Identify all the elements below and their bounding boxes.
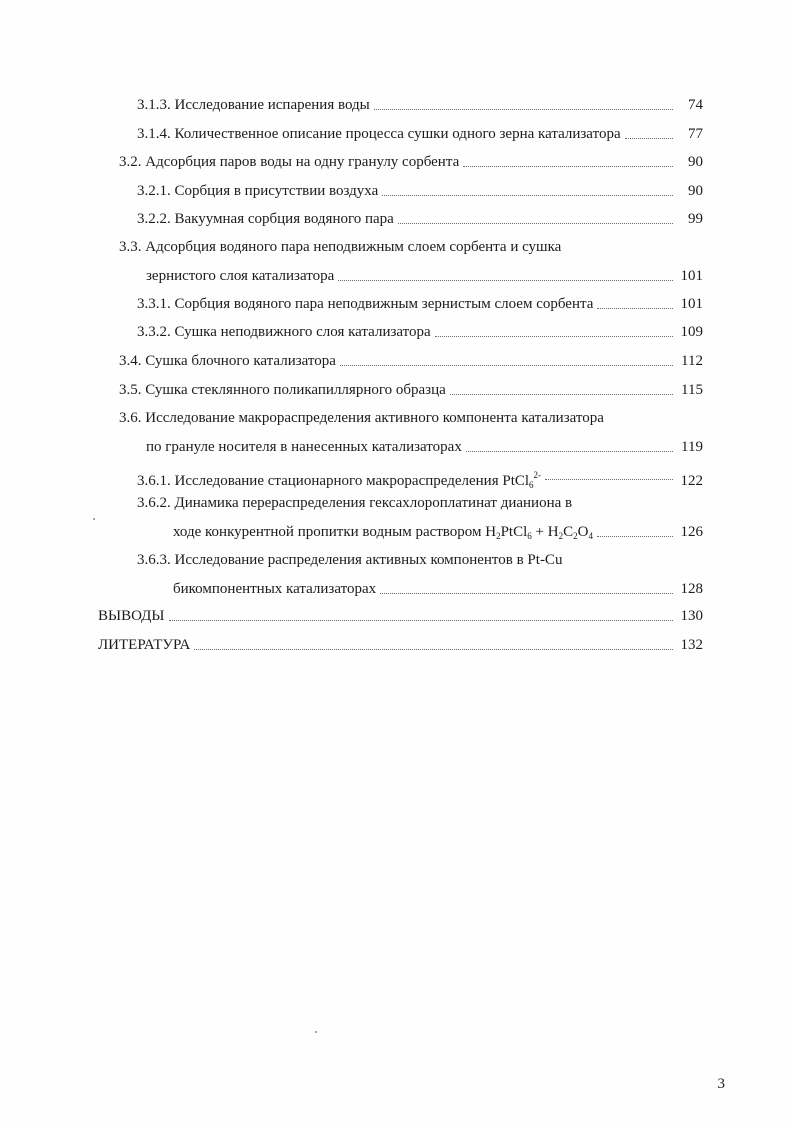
toc-entry [98,606,703,626]
toc-number: 3.3.2. [137,324,171,340]
toc-entry [98,635,703,655]
toc-number: 3.3.1. [137,296,171,312]
leader-dots [380,592,673,594]
scan-speck [93,518,95,520]
leader-dots [545,478,673,480]
toc-title: Сорбция водяного пара неподвижным зернистым слоем сорбента [174,296,594,312]
toc-title-continued: ходе конкурентной пропитки водным раствором [173,524,486,540]
toc-entry-first-line [119,237,703,257]
leader-dots [338,279,673,281]
toc-entry-first-line [119,408,703,428]
leader-dots [169,619,674,621]
toc-number: 3.6.1. [137,473,171,489]
toc-entry [137,209,703,229]
toc-title: Исследование распределения активных компонентов в Pt-Cu [174,552,563,568]
toc-title: Вакуумная сорбция водяного пара [174,211,394,227]
toc-page: 122 [680,473,703,489]
leader-dots [382,194,673,196]
toc-number: 3.6. [119,410,142,426]
toc-page: 101 [680,268,703,284]
toc-title: ВЫВОДЫ [98,608,165,624]
toc-page: 101 [680,296,703,312]
toc-number: 3.2.1. [137,183,171,199]
toc-entry [119,351,703,371]
toc-page: 99 [688,211,703,227]
toc-title: ЛИТЕРАТУРА [98,637,191,653]
toc-page: 74 [688,97,703,113]
leader-dots [374,108,673,110]
toc-title: Адсорбция водяного пара неподвижным слоем сорбента и сушка [145,239,562,255]
toc-entry [173,579,703,599]
toc-title-continued: зернистого слоя катализатора [146,268,335,284]
leader-dots [625,137,673,139]
toc-title: Динамика перераспределения гексахлороплатинат дианиона в [174,495,573,511]
toc-entry [137,95,703,115]
toc-title: Исследование макрораспределения активного компонента катализатора [145,410,604,426]
toc-entry [119,152,703,172]
toc-title-continued: бикомпонентных катализаторах [173,581,377,597]
toc-number: 3.1.3. [137,97,171,113]
toc-title: Сорбция в присутствии воздуха [174,183,379,199]
page-number: 3 [717,1076,725,1092]
toc-title: Исследование испарения воды [174,97,370,113]
toc-entry [119,380,703,400]
toc-title: Исследование стационарного макрораспределения PtCl [174,473,530,489]
leader-dots [597,535,673,537]
toc-title-continued: по грануле носителя в нанесенных катализаторах [146,439,462,455]
toc-entry [137,181,703,201]
leader-dots [398,222,673,224]
toc-entry [137,322,703,342]
toc-page: 130 [680,608,703,624]
scan-speck [315,1031,317,1033]
toc-entry [137,294,703,314]
toc-number: 3.1.4. [137,126,171,142]
toc-number: 3.3. [119,239,142,255]
leader-dots [435,335,673,337]
chemical-formula: $H_2PtCl_6 + H_2C_2O_4$ [485,524,593,541]
toc-entry-first-line [137,493,703,513]
leader-dots [340,364,673,366]
toc-entry [173,522,703,542]
toc-entry [146,266,703,286]
leader-dots [463,165,673,167]
toc-number: 3.6.3. [137,552,171,568]
toc-title: Количественное описание процесса сушки одного зерна катализатора [174,126,621,142]
toc-entry [137,465,703,490]
toc-number: 3.4. [119,353,142,369]
toc-entry [146,437,703,457]
toc-number: 3.2.2. [137,211,171,227]
toc-page: 77 [688,126,703,142]
toc-entry-first-line [137,550,703,570]
toc-page: 119 [681,439,703,455]
toc-title: Сушка блочного катализатора [145,353,336,369]
toc-page: 90 [688,154,703,170]
subscript: 6 [529,480,534,490]
leader-dots [597,307,673,309]
toc-number: 3.6.2. [137,495,171,511]
toc-page: 132 [680,637,703,653]
toc-page: 128 [680,581,703,597]
toc-entry [137,124,703,144]
leader-dots [194,648,673,650]
toc-title: Адсорбция паров воды на одну гранулу сорбента [145,154,460,170]
toc-title: Сушка неподвижного слоя катализатора [174,324,431,340]
toc-page: 90 [688,183,703,199]
toc-page: 126 [680,524,703,540]
toc-page: 115 [681,382,703,398]
toc-title: Сушка стеклянного поликапиллярного образца [145,382,446,398]
toc-page: 109 [680,324,703,340]
toc-number: 3.2. [119,154,142,170]
toc-page: 112 [681,353,703,369]
leader-dots [450,393,673,395]
leader-dots [466,450,673,452]
superscript: 2- [533,470,542,480]
toc-number: 3.5. [119,382,142,398]
